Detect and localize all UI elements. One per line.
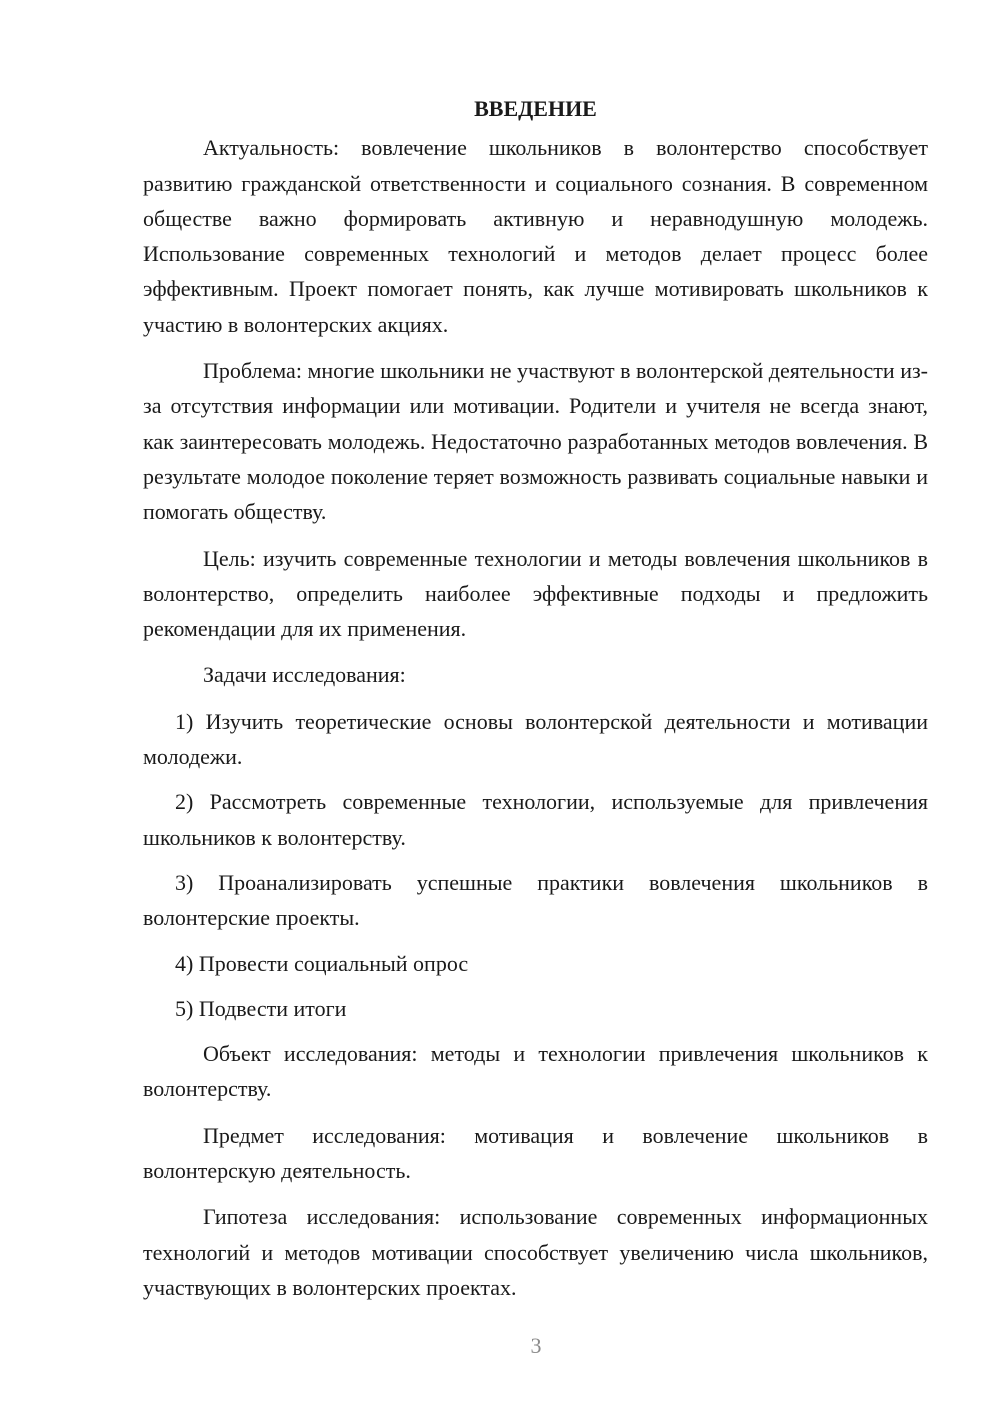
paragraph-goal: Цель: изучить современные технологии и методы вовлечения школьников в волонтерство, определить наиболее эффективные подходы и предложить рекомендации для их применения.: [143, 545, 928, 642]
task-item-3: 3) Проанализировать успешные практики вовлечения школьников в волонтерские проекты.: [143, 869, 928, 931]
paragraph-subject: Предмет исследования: мотивация и вовлечение школьников в волонтерскую деятельность.: [143, 1122, 928, 1184]
paragraph-object: Объект исследования: методы и технологии привлечения школьников к волонтерству.: [143, 1041, 928, 1102]
tasks-heading: Задачи исследования:: [203, 662, 406, 688]
task-item-5: 5) Подвести итоги: [175, 995, 347, 1021]
task-item-2: 2) Рассмотреть современные технологии, используемые для привлечения школьников к волонтерству.: [143, 789, 928, 850]
paragraph-problem: Проблема: многие школьники не участвуют в волонтерской деятельности из-за отсутствия информации или мотивации. Родители и учителя не всегда знают, как заинтересовать молодежь. Недостаточно разработанных методов вовлечения. В результате молодое поколение теряет возможность развивать социальные навыки и помогать обществу.: [143, 358, 928, 525]
paragraph-relevance: Актуальность: вовлечение школьников в волонтерство способствует развитию гражданской ответственности и социального сознания. В современном обществе важно формировать активную и неравнодушную молодежь. Использование современных технологий и методов делает процесс более эффективным. Проект помогает понять, как лучше мотивировать школьников к участию в волонтерских акциях.: [143, 135, 928, 337]
section-title: ВВЕДЕНИЕ: [474, 96, 597, 121]
page-number: 3: [530, 1333, 542, 1358]
task-item-4: 4) Провести социальный опрос: [175, 950, 469, 976]
paragraph-hypothesis: Гипотеза исследования: использование современных информационных технологий и методов мотивации способствует увеличению числа школьников, участвующих в волонтерских проектах.: [143, 1204, 928, 1300]
document-body: [143, 91, 928, 1316]
task-item-1: 1) Изучить теоретические основы волонтерской деятельности и мотивации молодежи.: [143, 708, 928, 770]
